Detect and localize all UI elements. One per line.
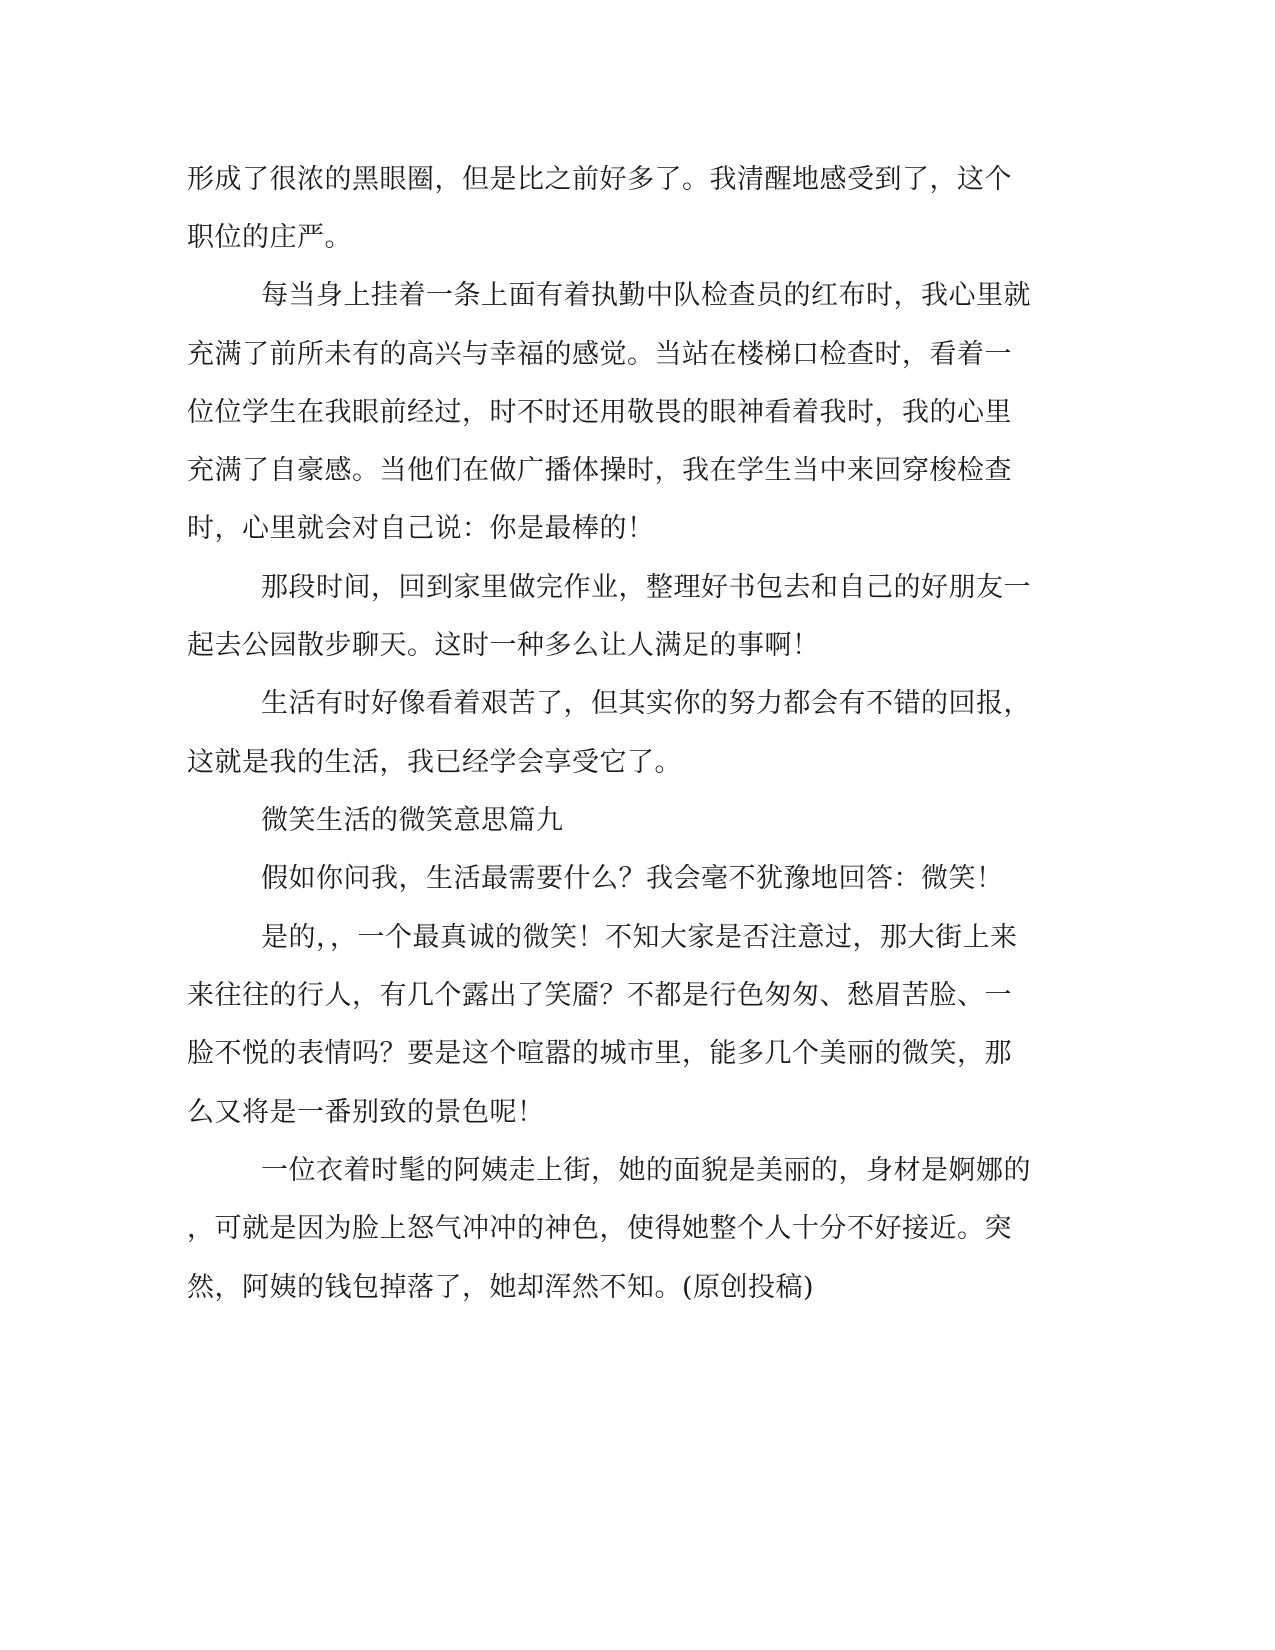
paragraph-start: 每当身上挂着一条上面有着执勤中队检查员的红布时，我心里就 bbox=[261, 280, 1031, 311]
paragraph-start: 假如你问我，生活最需要什么？我会毫不犹豫地回答：微笑！ bbox=[261, 863, 1004, 894]
text-line: ，可就是因为脸上怒气冲冲的神色，使得她整个人十分不好接近。突 bbox=[187, 1213, 1012, 1244]
text-line: 位位学生在我眼前经过，时不时还用敬畏的眼神看着我时，我的心里 bbox=[187, 397, 1012, 428]
paragraph-start: 生活有时好像看着艰苦了，但其实你的努力都会有不错的回报， bbox=[261, 688, 1031, 719]
text-line: 么又将是一番别致的景色呢！ bbox=[187, 1097, 545, 1128]
paragraph-start: 那段时间，回到家里做完作业，整理好书包去和自己的好朋友一 bbox=[261, 572, 1031, 603]
text-line: 充满了前所未有的高兴与幸福的感觉。当站在楼梯口检查时，看着一 bbox=[187, 339, 1012, 370]
paragraph-start: 是的，，一个最真诚的微笑！不知大家是否注意过，那大街上来 bbox=[261, 922, 1018, 953]
text-line: 脸不悦的表情吗？要是这个喧嚣的城市里，能多几个美丽的微笑，那 bbox=[187, 1038, 1012, 1069]
text-line: 职位的庄严。 bbox=[187, 222, 352, 253]
text-line: 形成了很浓的黑眼圈，但是比之前好多了。我清醒地感受到了，这个 bbox=[187, 164, 1012, 195]
text-line: 时，心里就会对自己说：你是最棒的！ bbox=[187, 513, 655, 544]
text-line: 然，阿姨的钱包掉落了，她却浑然不知。(原创投稿) bbox=[187, 1272, 815, 1303]
text-line: 来往往的行人，有几个露出了笑靥？不都是行色匆匆、愁眉苦脸、一 bbox=[187, 980, 1012, 1011]
text-line: 这就是我的生活，我已经学会享受它了。 bbox=[187, 747, 682, 778]
paragraph-start: 一位衣着时髦的阿姨走上街，她的面貌是美丽的，身材是婀娜的 bbox=[261, 1155, 1031, 1186]
text-line: 起去公园散步聊天。这时一种多么让人满足的事啊！ bbox=[187, 630, 820, 661]
text-line: 充满了自豪感。当他们在做广播体操时，我在学生当中来回穿梭检查 bbox=[187, 455, 1012, 486]
section-heading: 微笑生活的微笑意思篇九 bbox=[261, 805, 564, 836]
